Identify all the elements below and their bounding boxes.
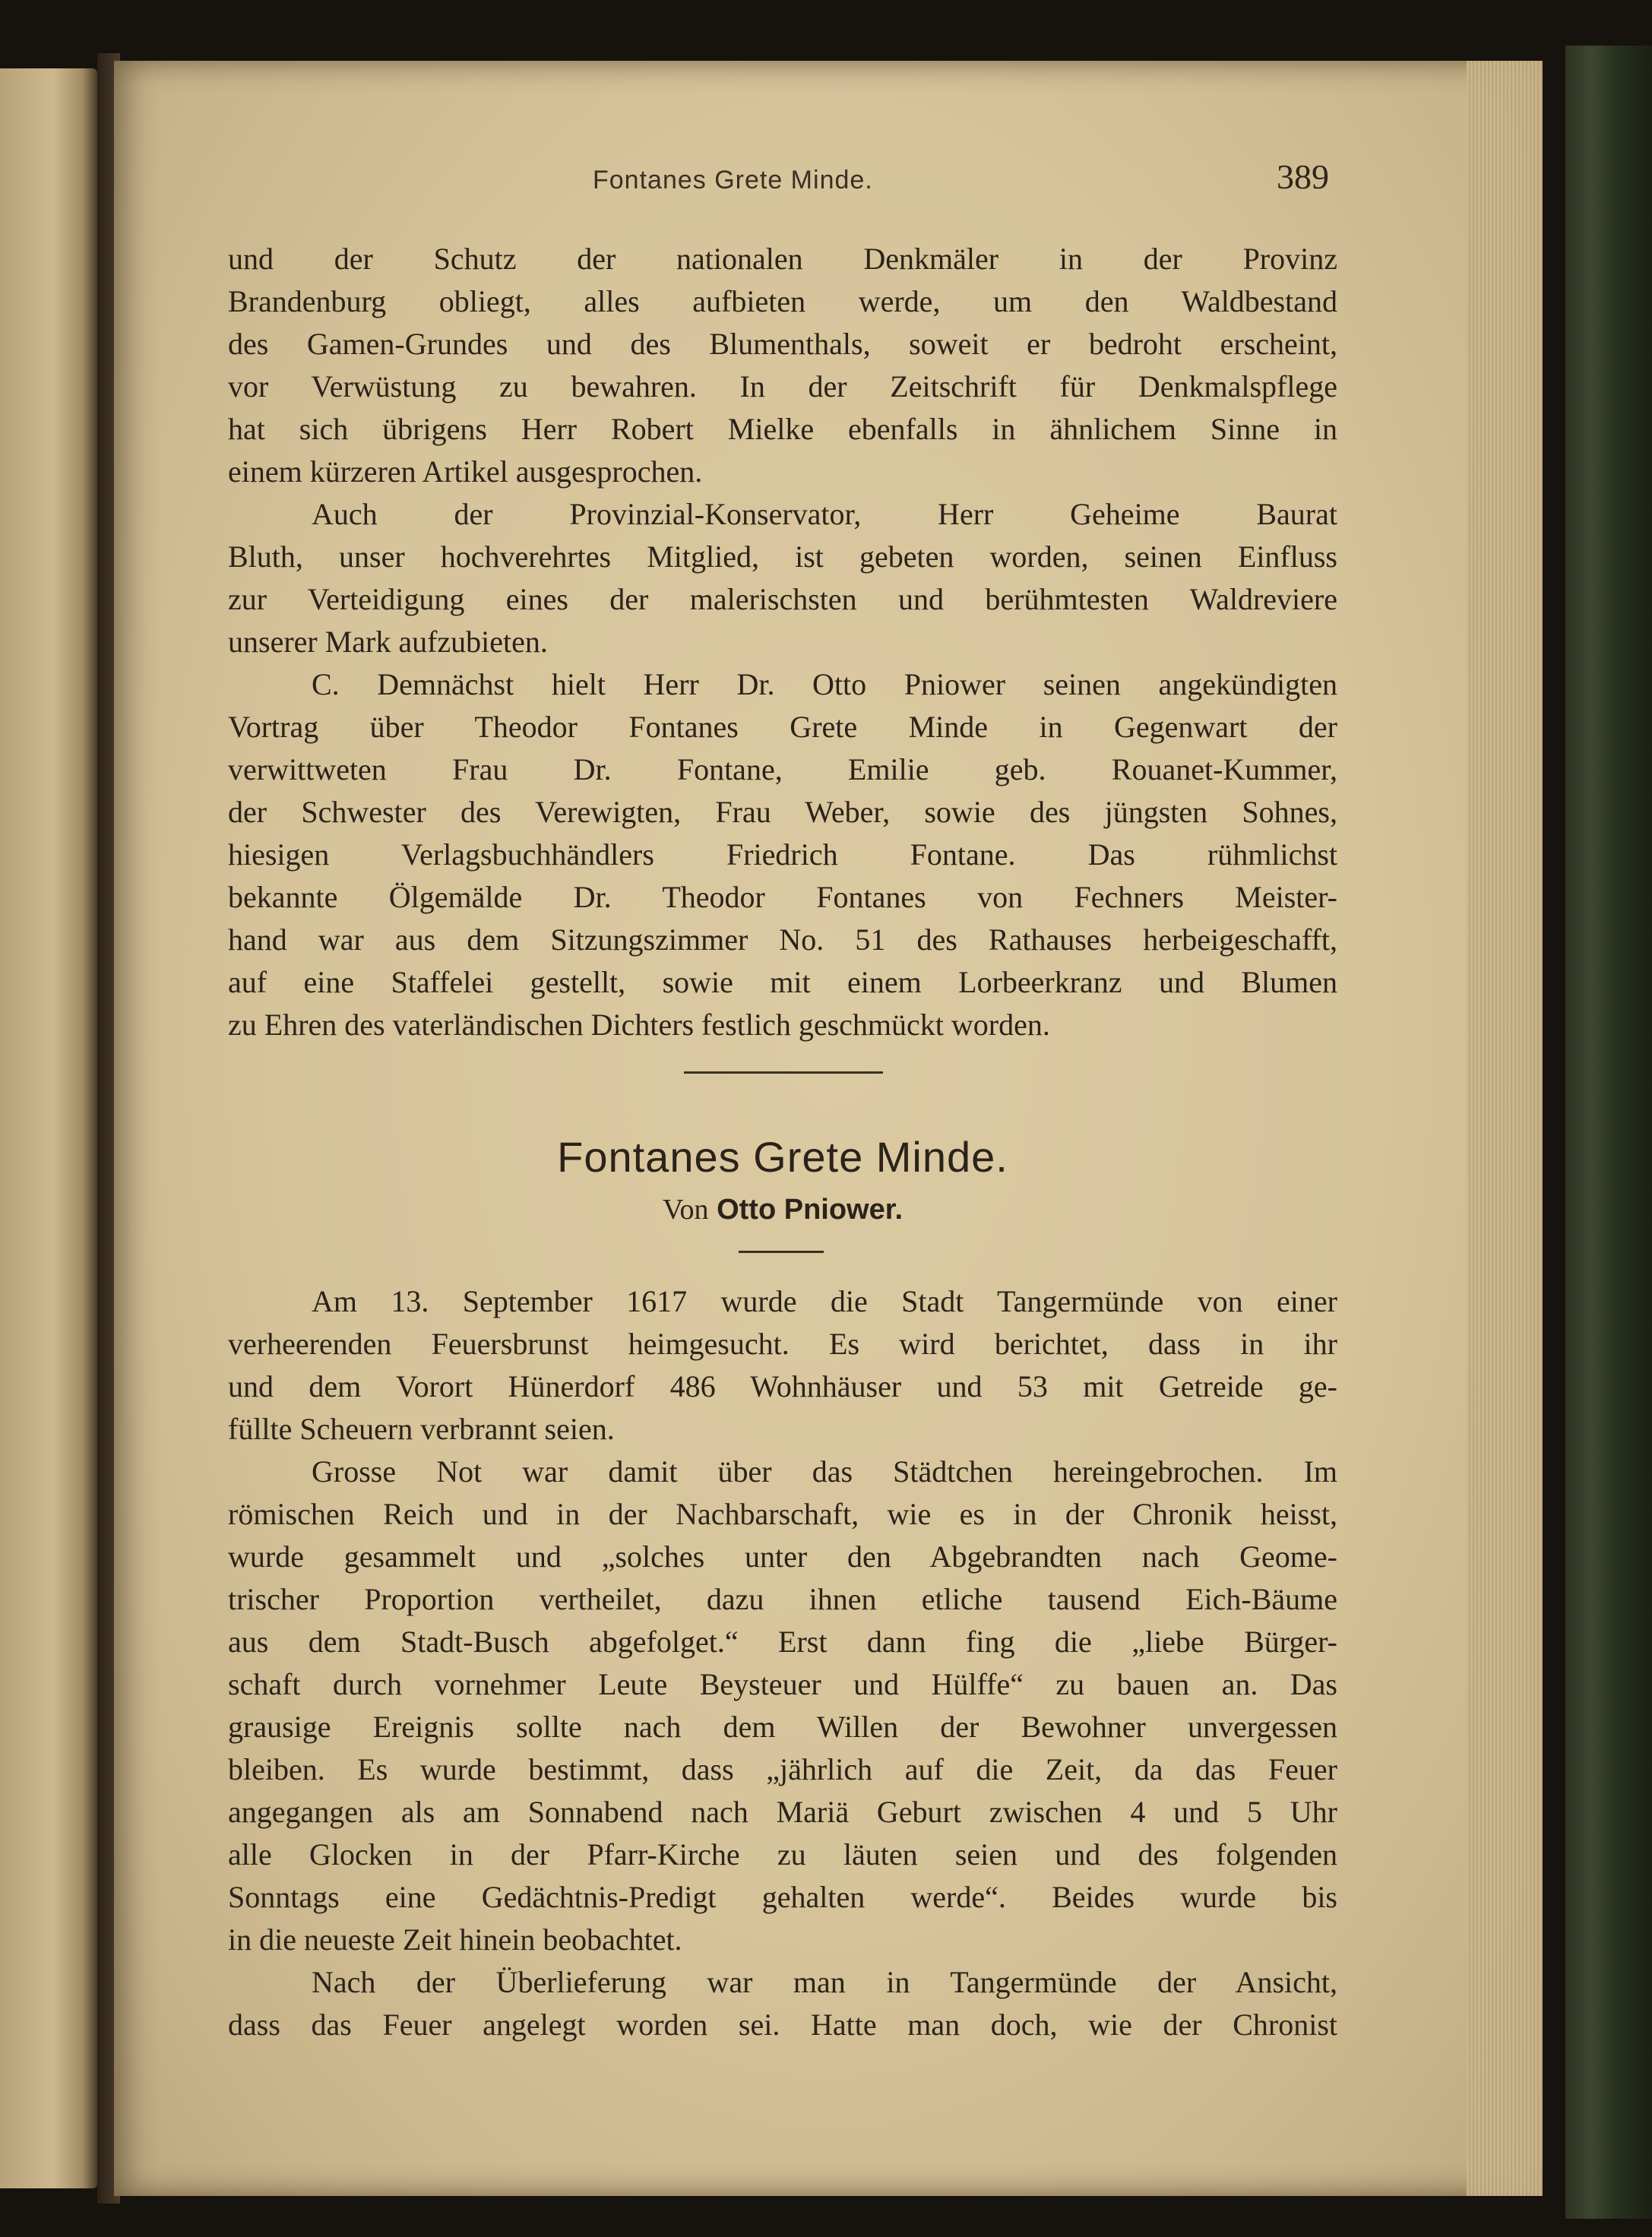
text-line: Sonntags eine Gedächtnis-Predigt gehalten werde“. Beides wurde bis xyxy=(228,1880,1337,1914)
text-line: zu Ehren des vaterländischen Dichters festlich geschmückt worden. xyxy=(228,1008,1050,1042)
text-line: in die neueste Zeit hinein beobachtet. xyxy=(228,1922,682,1957)
text-line: verwittweten Frau Dr. Fontane, Emilie geb. Rouanet-Kummer, xyxy=(228,752,1337,786)
running-title: Fontanes Grete Minde. xyxy=(593,166,873,195)
text-line: füllte Scheuern verbrannt seien. xyxy=(228,1412,615,1446)
text-line: C. Demnächst hielt Herr Dr. Otto Pniower seinen angekündigten xyxy=(312,667,1337,701)
text-line: und dem Vorort Hünerdorf 486 Wohnhäuser und 53 mit Getreide ge- xyxy=(228,1369,1337,1403)
text-line: zur Verteidigung eines der malerischsten und berühmtesten Waldreviere xyxy=(228,582,1337,616)
text-line: hat sich übrigens Herr Robert Mielke ebenfalls in ähnlichem Sinne in xyxy=(228,412,1337,446)
text-line: unserer Mark aufzubieten. xyxy=(228,625,548,659)
text-line: bleiben. Es wurde bestimmt, dass „jährlich auf die Zeit, da das Feuer xyxy=(228,1752,1337,1786)
text-line: Am 13. September 1617 wurde die Stadt Tangermünde von einer xyxy=(312,1284,1337,1318)
text-line: und der Schutz der nationalen Denkmäler in der Provinz xyxy=(228,242,1337,276)
text-line: dass das Feuer angelegt worden sei. Hatte man doch, wie der Chronist xyxy=(228,2008,1337,2042)
text-line: schaft durch vornehmer Leute Beysteuer und Hülffe“ zu bauen an. Das xyxy=(228,1667,1337,1701)
text-line: bekannte Ölgemälde Dr. Theodor Fontanes von Fechners Meister- xyxy=(228,880,1337,914)
text-line: Bluth, unser hochverehrtes Mitglied, ist gebeten worden, seinen Einfluss xyxy=(228,539,1337,574)
text-line: wurde gesammelt und „solches unter den Abgebrandten nach Geome- xyxy=(228,1539,1337,1574)
text-line: trischer Proportion vertheilet, dazu ihnen etliche tausend Eich-Bäume xyxy=(228,1582,1337,1616)
byline-author: Otto Pniower. xyxy=(717,1194,903,1226)
byline-prefix: Von xyxy=(662,1194,709,1226)
text-line: aus dem Stadt-Busch abgefolget.“ Erst dann fing die „liebe Bürger- xyxy=(228,1625,1337,1659)
text-line: angegangen als am Sonnabend nach Mariä Geburt zwischen 4 und 5 Uhr xyxy=(228,1795,1337,1829)
page-number: 389 xyxy=(1277,157,1329,196)
text-line: römischen Reich und in der Nachbarschaft, wie es in der Chronik heisst, xyxy=(228,1497,1337,1531)
section-divider xyxy=(684,1071,883,1074)
text-line: hiesigen Verlagsbuchhändlers Friedrich Fontane. Das rühmlichst xyxy=(228,837,1337,872)
text-line: vor Verwüstung zu bewahren. In der Zeitschrift für Denkmalspflege xyxy=(228,369,1337,403)
text-line: Auch der Provinzial-Konservator, Herr Geheime Baurat xyxy=(312,497,1337,531)
text-line: Grosse Not war damit über das Städtchen hereingebrochen. Im xyxy=(312,1454,1337,1489)
article-byline xyxy=(228,1193,1337,1226)
text-line: grausige Ereignis sollte nach dem Willen der Bewohner unvergessen xyxy=(228,1710,1337,1744)
article-title: Fontanes Grete Minde. xyxy=(557,1133,1008,1181)
text-line: hand war aus dem Sitzungszimmer No. 51 des Rathauses herbeigeschafft, xyxy=(228,922,1337,957)
text-line: Nach der Überlieferung war man in Tangermünde der Ansicht, xyxy=(312,1965,1337,1999)
text-line: des Gamen-Grundes und des Blumenthals, soweit er bedroht erscheint, xyxy=(228,327,1337,361)
left-page-edge xyxy=(0,68,97,2188)
text-line: verheerenden Feuersbrunst heimgesucht. Es wird berichtet, dass in ihr xyxy=(228,1327,1337,1361)
book-cover-edge xyxy=(1565,46,1652,2219)
byline-divider xyxy=(739,1251,824,1253)
text-line: der Schwester des Verewigten, Frau Weber, sowie des jüngsten Sohnes, xyxy=(228,795,1337,829)
page-stack-edge xyxy=(1467,61,1543,2196)
text-line: alle Glocken in der Pfarr-Kirche zu läuten seien und des folgenden xyxy=(228,1837,1337,1872)
text-line: einem kürzeren Artikel ausgesprochen. xyxy=(228,454,703,489)
text-line: auf eine Staffelei gestellt, sowie mit einem Lorbeerkranz und Blumen xyxy=(228,965,1337,999)
text-line: Brandenburg obliegt, alles aufbieten werde, um den Waldbestand xyxy=(228,284,1337,318)
text-line: Vortrag über Theodor Fontanes Grete Minde in Gegenwart der xyxy=(228,710,1337,744)
